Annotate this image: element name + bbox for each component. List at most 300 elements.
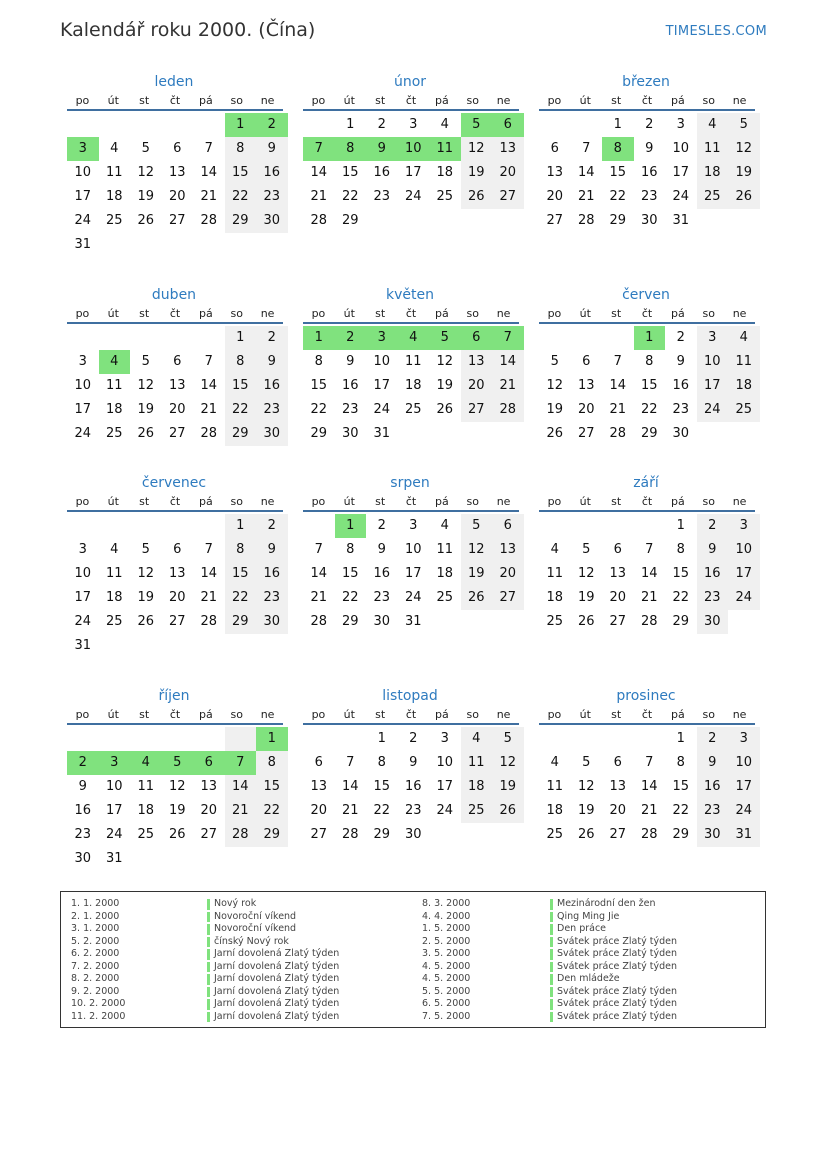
day-cell: 17 (74, 590, 92, 605)
empty-cell (67, 727, 99, 751)
day-cell: 26 (492, 799, 524, 823)
legend-holiday-name: Den práce (550, 923, 677, 936)
legend-date: 7. 5. 2000 (422, 1010, 471, 1022)
empty-cell (193, 847, 225, 871)
day-cell: 24 (728, 586, 760, 610)
day-cell: 13 (577, 378, 595, 393)
day-cell: 2 (335, 326, 367, 350)
day-cell: 7 (204, 354, 213, 369)
day-cell: 26 (137, 614, 155, 629)
empty-cell (429, 422, 461, 446)
legend-dates-left (71, 898, 125, 1023)
day-cell: 11 (728, 350, 760, 374)
legend-date: 5. 2. 2000 (71, 935, 120, 947)
day-cell: 7 (582, 141, 591, 156)
legend-date: 11. 2. 2000 (71, 1010, 126, 1022)
day-cell: 19 (577, 590, 595, 605)
day-cell: 21 (341, 803, 359, 818)
weekday-label: čt (169, 94, 181, 107)
legend-holiday-name: Jarní dovolená Zlatý týden (207, 948, 339, 961)
day-cell: 21 (310, 590, 328, 605)
day-cell: 19 (492, 775, 524, 799)
day-cell: 16 (404, 779, 422, 794)
day-cell: 22 (310, 402, 328, 417)
brand-link[interactable]: TIMESLES.COM (665, 24, 767, 39)
day-cell: 27 (168, 426, 186, 441)
day-cell: 7 (303, 137, 335, 161)
day-cell: 10 (728, 751, 760, 775)
day-cell: 14 (200, 378, 218, 393)
day-cell: 3 (728, 727, 760, 751)
day-cell: 1 (303, 326, 335, 350)
day-cell: 4 (440, 117, 449, 132)
day-cell: 4 (461, 727, 493, 751)
day-cell: 12 (436, 354, 454, 369)
day-cell: 2 (377, 117, 386, 132)
day-cell: 30 (404, 827, 422, 842)
day-cell: 13 (461, 350, 493, 374)
day-cell: 24 (436, 803, 454, 818)
day-grid (67, 326, 284, 446)
day-cell: 10 (74, 378, 92, 393)
legend-names-left (207, 898, 339, 1023)
empty-cell (539, 514, 571, 538)
day-cell: 16 (697, 775, 729, 799)
day-cell: 22 (373, 803, 391, 818)
day-cell: 19 (461, 562, 493, 586)
day-cell: 16 (373, 165, 391, 180)
day-cell: 24 (74, 426, 92, 441)
day-cell: 11 (105, 566, 123, 581)
empty-cell (602, 514, 634, 538)
weekday-label: út (579, 708, 591, 721)
day-cell: 23 (256, 185, 288, 209)
empty-cell (571, 113, 603, 137)
day-cell: 20 (492, 562, 524, 586)
day-cell: 8 (225, 137, 257, 161)
day-cell: 4 (550, 755, 559, 770)
day-grid (303, 727, 520, 847)
weekday-label: ne (732, 94, 747, 107)
day-cell: 20 (200, 803, 218, 818)
day-cell: 14 (492, 350, 524, 374)
weekday-label: st (611, 307, 622, 320)
day-cell: 17 (672, 165, 690, 180)
day-cell: 7 (225, 751, 257, 775)
empty-cell (602, 727, 634, 751)
day-cell: 15 (640, 378, 658, 393)
month-1 (64, 71, 284, 257)
day-cell: 11 (461, 751, 493, 775)
weekday-label: so (702, 708, 715, 721)
legend-holiday-name: Svátek práce Zlatý týden (550, 961, 677, 974)
day-cell: 13 (492, 538, 524, 562)
day-grid (67, 727, 284, 871)
day-grid (539, 326, 756, 446)
day-cell: 28 (310, 213, 328, 228)
empty-cell (429, 610, 461, 634)
weekday-label: čt (641, 94, 653, 107)
day-cell: 20 (168, 189, 186, 204)
month-name: červenec (141, 475, 207, 491)
day-cell: 30 (341, 426, 359, 441)
day-cell: 19 (728, 161, 760, 185)
day-cell: 18 (436, 165, 454, 180)
month-4 (64, 284, 284, 446)
empty-cell (461, 823, 493, 847)
day-cell: 7 (645, 755, 654, 770)
day-cell: 31 (373, 426, 391, 441)
day-cell: 30 (256, 422, 288, 446)
month-name: srpen (390, 475, 430, 491)
weekday-label: út (579, 94, 591, 107)
day-cell: 28 (640, 827, 658, 842)
day-cell: 28 (200, 614, 218, 629)
weekday-label: út (343, 94, 355, 107)
day-cell: 12 (461, 137, 493, 161)
weekday-header (67, 707, 283, 725)
day-cell: 29 (225, 422, 257, 446)
day-cell: 24 (728, 799, 760, 823)
weekday-label: ne (732, 307, 747, 320)
day-cell: 6 (193, 751, 225, 775)
weekday-label: st (375, 307, 386, 320)
day-cell: 2 (377, 518, 386, 533)
day-cell: 12 (577, 779, 595, 794)
day-cell: 15 (341, 566, 359, 581)
weekday-label: út (343, 708, 355, 721)
weekday-label: ne (260, 94, 275, 107)
month-name: leden (154, 74, 194, 90)
day-cell: 26 (137, 426, 155, 441)
weekday-header (539, 494, 755, 512)
day-cell: 1 (634, 326, 666, 350)
day-cell: 26 (137, 213, 155, 228)
day-cell: 9 (645, 141, 654, 156)
day-cell: 10 (672, 141, 690, 156)
legend-holiday-name: Novoroční víkend (207, 923, 339, 936)
empty-cell (193, 113, 225, 137)
day-cell: 15 (225, 374, 257, 398)
weekday-label: čt (405, 307, 417, 320)
day-cell: 1 (377, 731, 386, 746)
empty-cell (697, 209, 729, 233)
day-cell: 6 (173, 354, 182, 369)
day-cell: 17 (436, 779, 454, 794)
weekday-label: pá (435, 94, 449, 107)
empty-cell (67, 514, 99, 538)
day-cell: 23 (697, 586, 729, 610)
day-cell: 27 (492, 586, 524, 610)
day-cell: 15 (373, 779, 391, 794)
day-cell: 25 (436, 590, 454, 605)
month-10 (64, 685, 284, 871)
day-cell: 16 (341, 378, 359, 393)
day-cell: 16 (256, 374, 288, 398)
day-cell: 3 (366, 326, 398, 350)
weekday-label: st (139, 94, 150, 107)
weekday-label: čt (405, 708, 417, 721)
weekday-label: pá (671, 307, 685, 320)
weekday-label: so (230, 94, 243, 107)
day-cell: 23 (373, 189, 391, 204)
day-cell: 4 (99, 350, 131, 374)
empty-cell (162, 727, 194, 751)
weekday-label: po (311, 94, 326, 107)
day-cell: 6 (550, 141, 559, 156)
day-cell: 9 (346, 354, 355, 369)
day-cell: 27 (461, 398, 493, 422)
day-cell: 29 (225, 209, 257, 233)
day-cell: 30 (697, 610, 729, 634)
day-cell: 6 (492, 113, 524, 137)
day-cell: 16 (256, 161, 288, 185)
day-cell: 22 (672, 590, 690, 605)
day-cell: 19 (168, 803, 186, 818)
day-cell: 30 (640, 213, 658, 228)
day-cell: 11 (137, 779, 155, 794)
empty-cell (162, 514, 194, 538)
empty-cell (99, 514, 131, 538)
day-cell: 12 (168, 779, 186, 794)
empty-cell (193, 634, 225, 658)
day-cell: 31 (74, 638, 92, 653)
weekday-label: pá (199, 495, 213, 508)
day-cell: 30 (373, 614, 391, 629)
day-cell: 9 (78, 779, 87, 794)
legend-holiday-name: Svátek práce Zlatý týden (550, 998, 677, 1011)
weekday-label: so (466, 495, 479, 508)
day-cell: 23 (256, 586, 288, 610)
legend-holiday-name: Svátek práce Zlatý týden (550, 986, 677, 999)
empty-cell (130, 514, 162, 538)
empty-cell (602, 326, 634, 350)
day-cell: 16 (373, 566, 391, 581)
day-cell: 9 (697, 538, 729, 562)
day-cell: 28 (492, 398, 524, 422)
weekday-label: čt (641, 495, 653, 508)
weekday-label: st (139, 708, 150, 721)
day-cell: 27 (577, 426, 595, 441)
day-cell: 2 (645, 117, 654, 132)
day-cell: 3 (67, 137, 99, 161)
weekday-label: út (579, 495, 591, 508)
day-cell: 18 (546, 590, 564, 605)
day-cell: 8 (645, 354, 654, 369)
day-cell: 14 (640, 779, 658, 794)
day-grid (67, 113, 284, 257)
empty-cell (571, 727, 603, 751)
day-cell: 14 (341, 779, 359, 794)
day-cell: 24 (373, 402, 391, 417)
day-cell: 29 (640, 426, 658, 441)
month-name: červen (622, 287, 670, 303)
day-cell: 16 (640, 165, 658, 180)
day-cell: 23 (74, 827, 92, 842)
day-cell: 18 (105, 189, 123, 204)
day-cell: 8 (676, 755, 685, 770)
empty-cell (539, 326, 571, 350)
legend-date: 3. 1. 2000 (71, 923, 120, 934)
day-cell: 30 (697, 823, 729, 847)
empty-cell (429, 209, 461, 233)
day-grid (67, 514, 284, 658)
day-grid (303, 326, 520, 446)
month-name: říjen (158, 688, 190, 704)
day-cell: 19 (137, 402, 155, 417)
day-cell: 23 (672, 402, 690, 417)
day-cell: 2 (676, 330, 685, 345)
empty-cell (225, 233, 257, 257)
day-cell: 14 (640, 566, 658, 581)
weekday-header (303, 306, 519, 324)
day-cell: 15 (225, 562, 257, 586)
day-cell: 3 (78, 354, 87, 369)
empty-cell (225, 727, 257, 751)
day-cell: 10 (105, 779, 123, 794)
month-name: prosinec (616, 688, 676, 704)
weekday-label: po (311, 495, 326, 508)
day-cell: 21 (225, 799, 257, 823)
day-cell: 24 (74, 614, 92, 629)
day-cell: 26 (546, 426, 564, 441)
day-cell: 28 (640, 614, 658, 629)
day-cell: 5 (582, 542, 591, 557)
day-cell: 25 (697, 185, 729, 209)
day-cell: 19 (436, 378, 454, 393)
day-cell: 25 (105, 614, 123, 629)
day-cell: 20 (492, 161, 524, 185)
holiday-legend (60, 891, 766, 1028)
empty-cell (99, 727, 131, 751)
day-cell: 11 (436, 542, 454, 557)
day-cell: 29 (609, 213, 627, 228)
day-cell: 3 (99, 751, 131, 775)
day-cell: 18 (728, 374, 760, 398)
day-cell: 31 (728, 823, 760, 847)
weekday-label: út (107, 495, 119, 508)
weekday-label: st (375, 94, 386, 107)
day-cell: 7 (204, 542, 213, 557)
day-cell: 6 (492, 514, 524, 538)
day-cell: 22 (256, 799, 288, 823)
day-cell: 18 (697, 161, 729, 185)
weekday-label: so (230, 495, 243, 508)
day-cell: 13 (310, 779, 328, 794)
day-cell: 5 (461, 514, 493, 538)
empty-cell (130, 634, 162, 658)
day-cell: 2 (256, 326, 288, 350)
day-cell: 10 (74, 165, 92, 180)
day-cell: 15 (310, 378, 328, 393)
day-cell: 13 (168, 165, 186, 180)
empty-cell (130, 727, 162, 751)
day-cell: 26 (436, 402, 454, 417)
weekday-label: ne (496, 708, 511, 721)
day-grid (303, 113, 520, 233)
day-cell: 24 (404, 189, 422, 204)
day-cell: 23 (373, 590, 391, 605)
day-cell: 1 (225, 326, 257, 350)
day-cell: 4 (110, 542, 119, 557)
day-cell: 17 (697, 374, 729, 398)
day-cell: 20 (461, 374, 493, 398)
day-cell: 12 (461, 538, 493, 562)
month-name: únor (393, 74, 427, 90)
day-cell: 6 (173, 542, 182, 557)
day-cell: 17 (404, 566, 422, 581)
day-cell: 28 (225, 823, 257, 847)
empty-cell (193, 514, 225, 538)
day-grid (539, 727, 756, 847)
legend-date: 2. 1. 2000 (71, 910, 120, 922)
month-name: květen (386, 287, 434, 303)
day-cell: 8 (346, 542, 355, 557)
day-cell: 10 (404, 542, 422, 557)
day-cell: 26 (461, 185, 493, 209)
empty-cell (303, 727, 335, 751)
day-cell: 11 (105, 378, 123, 393)
day-cell: 25 (436, 189, 454, 204)
weekday-label: po (75, 708, 90, 721)
day-cell: 8 (335, 137, 367, 161)
empty-cell (162, 233, 194, 257)
legend-date: 4. 4. 2000 (422, 910, 471, 922)
day-cell: 9 (409, 755, 418, 770)
empty-cell (130, 233, 162, 257)
day-cell: 27 (609, 827, 627, 842)
weekday-label: pá (671, 495, 685, 508)
day-cell: 22 (609, 189, 627, 204)
day-cell: 27 (609, 614, 627, 629)
day-cell: 29 (672, 614, 690, 629)
day-cell: 16 (697, 562, 729, 586)
day-cell: 30 (256, 209, 288, 233)
month-name: duben (151, 287, 197, 303)
month-6 (536, 284, 756, 446)
weekday-label: so (466, 708, 479, 721)
empty-cell (225, 634, 257, 658)
day-cell: 2 (409, 731, 418, 746)
day-cell: 1 (676, 731, 685, 746)
day-cell: 1 (335, 514, 367, 538)
day-cell: 15 (672, 779, 690, 794)
day-cell: 9 (377, 542, 386, 557)
day-cell: 25 (105, 213, 123, 228)
day-cell: 9 (256, 137, 288, 161)
day-cell: 29 (341, 614, 359, 629)
weekday-label: po (311, 708, 326, 721)
day-cell: 3 (697, 326, 729, 350)
day-cell: 31 (105, 851, 123, 866)
day-cell: 14 (609, 378, 627, 393)
day-cell: 1 (613, 117, 622, 132)
weekday-label: ne (496, 495, 511, 508)
day-cell: 10 (436, 755, 454, 770)
day-cell: 14 (200, 566, 218, 581)
month-3 (536, 71, 756, 233)
day-cell: 14 (200, 165, 218, 180)
day-cell: 12 (546, 378, 564, 393)
month-11 (300, 685, 520, 847)
month-2 (300, 71, 520, 233)
weekday-label: so (466, 307, 479, 320)
legend-date: 7. 2. 2000 (71, 960, 120, 972)
weekday-label: st (139, 495, 150, 508)
empty-cell (492, 209, 524, 233)
day-cell: 20 (168, 402, 186, 417)
day-cell: 21 (200, 189, 218, 204)
